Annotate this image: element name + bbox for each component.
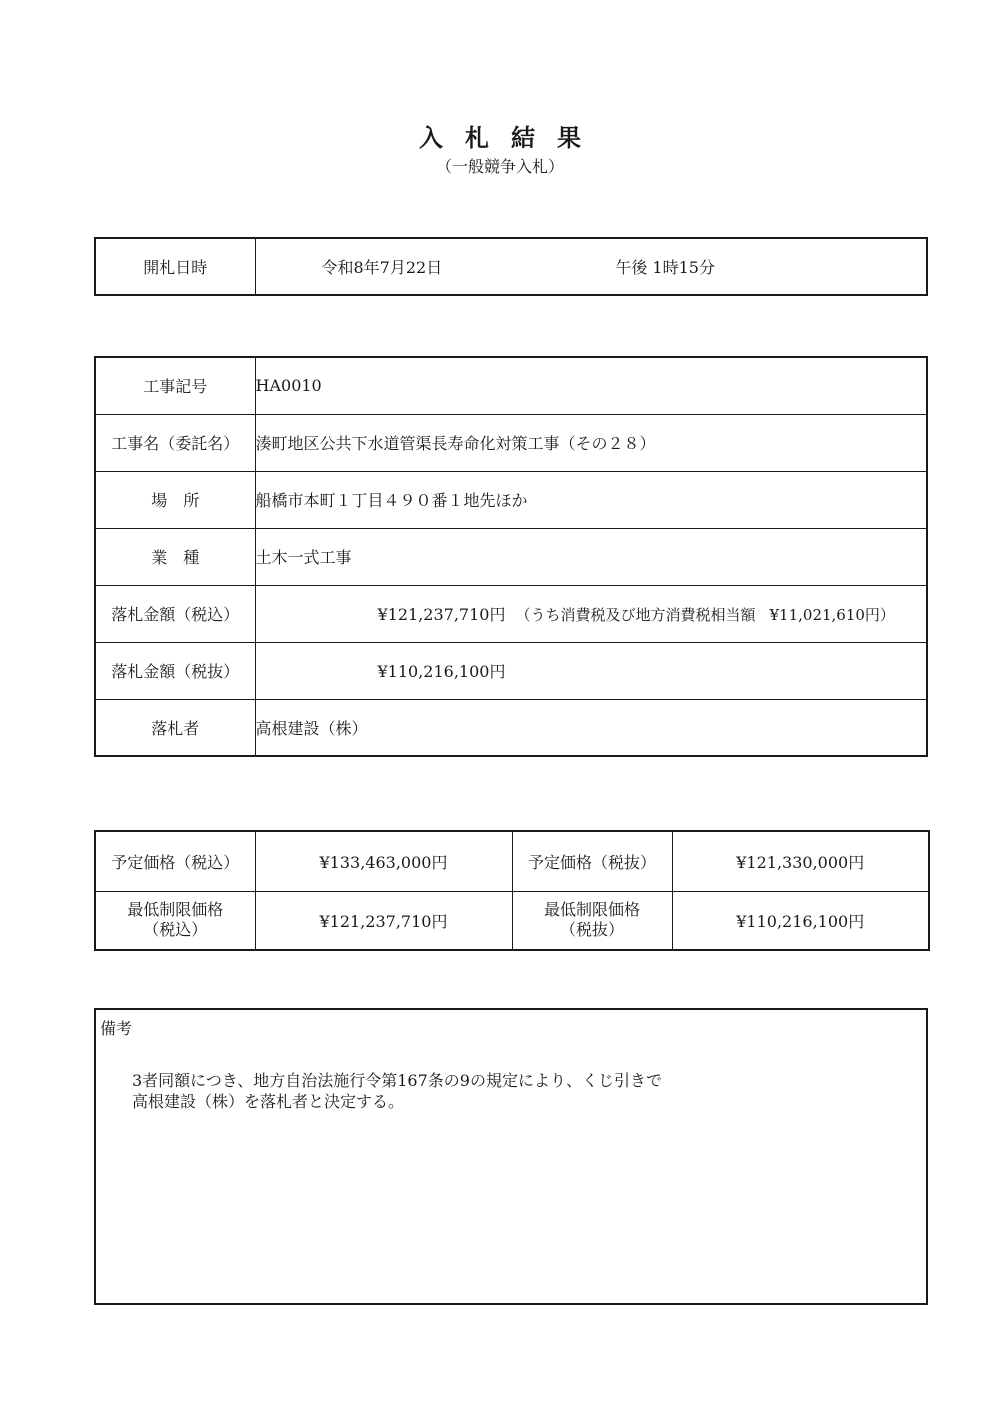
detail-row-winner <box>95 699 927 756</box>
award-tax-in-label: 落札金額（税込） <box>95 585 255 642</box>
min-in-label <box>95 891 255 950</box>
award-tax-ex-amount: ¥110,216,100円 <box>377 662 506 681</box>
detail-value: 船橋市本町１丁目４９０番１地先ほか <box>255 471 927 528</box>
min-ex-label <box>512 891 672 950</box>
prices-table <box>94 830 930 951</box>
detail-row-type <box>95 528 927 585</box>
remarks-label: 備考 <box>100 1019 133 1038</box>
opening-value <box>255 238 927 295</box>
opening-time: 午後 1時15分 <box>615 258 715 277</box>
min-in-label-line2: （税込） <box>143 920 208 940</box>
min-ex-label-line1: 最低制限価格 <box>543 900 640 920</box>
planned-in-label: 予定価格（税込） <box>95 831 255 891</box>
planned-in-value: ¥133,463,000円 <box>255 831 512 891</box>
winner-label: 落札者 <box>95 699 255 756</box>
award-tax-ex-value <box>255 642 927 699</box>
detail-row-code <box>95 357 927 414</box>
detail-row-award-tax-ex <box>95 642 927 699</box>
min-in-label-line1: 最低制限価格 <box>127 900 224 920</box>
detail-value: 土木一式工事 <box>255 528 927 585</box>
award-tax-in-amount: ¥121,237,710円 <box>377 605 506 624</box>
detail-value: HA0010 <box>255 357 927 414</box>
winner-value: 高根建設（株） <box>255 699 927 756</box>
page-subtitle: （一般競争入札） <box>435 157 564 176</box>
detail-label: 場 所 <box>95 471 255 528</box>
award-tax-in-value <box>255 585 927 642</box>
details-table <box>94 356 928 757</box>
award-tax-note: （うち消費税及び地方消費税相当額 <box>515 606 756 624</box>
planned-ex-label: 予定価格（税抜） <box>512 831 672 891</box>
detail-value: 湊町地区公共下水道管渠長寿命化対策工事（その２８） <box>255 414 927 471</box>
detail-row-location <box>95 471 927 528</box>
min-ex-label-line2: （税抜） <box>559 920 624 940</box>
opening-date: 令和8年7月22日 <box>321 258 443 277</box>
remarks-line-2: 高根建設（株）を落札者と決定する。 <box>132 1092 405 1111</box>
opening-table <box>94 237 928 296</box>
detail-label: 工事名（委託名） <box>95 414 255 471</box>
detail-row-name <box>95 414 927 471</box>
min-ex-value: ¥110,216,100円 <box>672 891 929 950</box>
remarks-body <box>132 1070 662 1112</box>
opening-label: 開札日時 <box>95 238 255 295</box>
remarks-box <box>94 1008 928 1305</box>
award-tax-note-amount: ¥11,021,610円） <box>769 606 895 624</box>
page-title: 入札結果 <box>419 123 603 152</box>
award-tax-ex-label: 落札金額（税抜） <box>95 642 255 699</box>
planned-ex-value: ¥121,330,000円 <box>672 831 929 891</box>
detail-label: 工事記号 <box>95 357 255 414</box>
detail-label: 業 種 <box>95 528 255 585</box>
min-in-value: ¥121,237,710円 <box>255 891 512 950</box>
detail-row-award-tax-in <box>95 585 927 642</box>
remarks-line-1: 3者同額につき、地方自治法施行令第167条の9の規定により、くじ引きで <box>132 1071 662 1090</box>
